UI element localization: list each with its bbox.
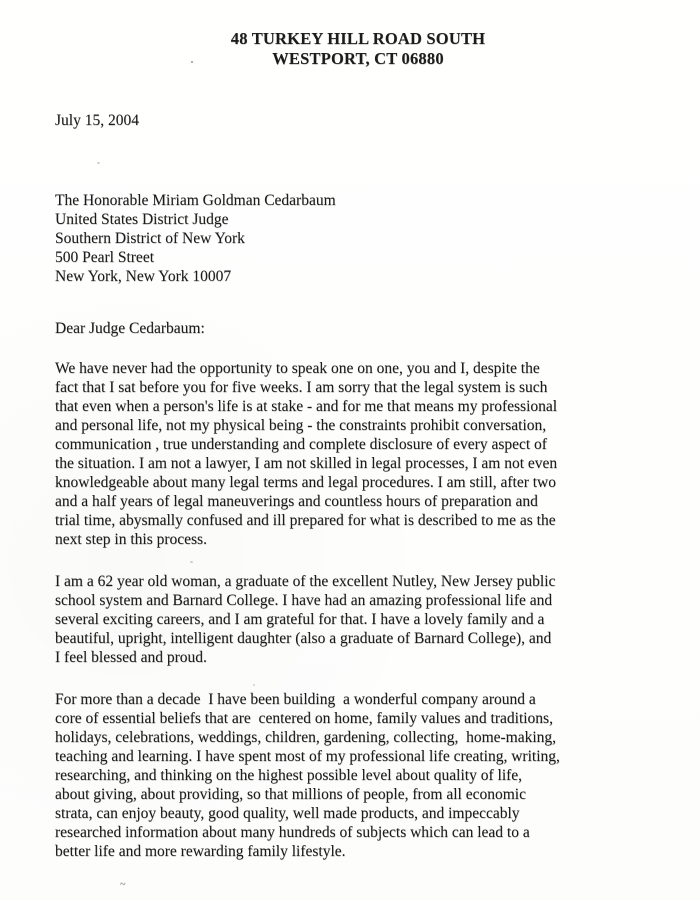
scan-artifact [97,162,100,164]
scan-artifact [190,561,193,563]
scan-artifact [253,684,255,686]
paragraph-2: I am a 62 year old woman, a graduate of the excellent Nutley, New Jersey public school system and Barnard College. I have had an amazing professional life and several exciting careers, and I am grateful for that. I have a lovely family and a beautiful, upright, intelligent daughter (also a graduate of Barnard College), and I feel blessed and proud. [55,573,556,666]
scan-artifact [191,61,193,63]
salutation: Dear Judge Cedarbaum: [55,320,205,337]
letterhead-address-line1: 48 TURKEY HILL ROAD SOUTH [230,29,486,48]
recipient-address-block: The Honorable Miriam Goldman Cedarbaum United States District Judge Southern District of New York 500 Pearl Street New York, New York 10007 [55,192,336,285]
paragraph-1: We have never had the opportunity to speak one on one, you and I, despite the fact that I sat before you for five weeks. I am sorry that the legal system is such that even when a person's life is at stake - and for me that means my professional and personal life, not my physical being - the constraints prohibit conversation, communication , true understanding and complete disclosure of every aspect of the situation. I am not a lawyer, I am not skilled in legal processes, I am not even knowledgeable about many legal terms and legal procedures. I am still, after two and a half years of legal maneuverings and countless hours of preparation and trial time, abysmally confused and ill prepared for what is described to me as the next step in this process. [55,360,558,548]
paragraph-3: For more than a decade I have been building a wonderful company around a core of essential beliefs that are centered on home, family values and traditions, holidays, celebrations, weddings, children, gardening, collecting, home-making, teaching and learning. I have spent most of my professional life creating, writing, researching, and thinking on the highest possible level about quality of life, about giving, about providing, so that millions of people, from all economic strata, can enjoy beauty, good quality, well made products, and impeccably researched information about many hundreds of subjects which can lead to a better life and more rewarding family lifestyle. [55,691,560,860]
scan-artifact: ~ [120,879,126,890]
letterhead [0,29,700,69]
letter-body [55,359,695,884]
letterhead-address-line2: WESTPORT, CT 06880 [272,49,444,68]
date-line: July 15, 2004 [55,112,139,129]
